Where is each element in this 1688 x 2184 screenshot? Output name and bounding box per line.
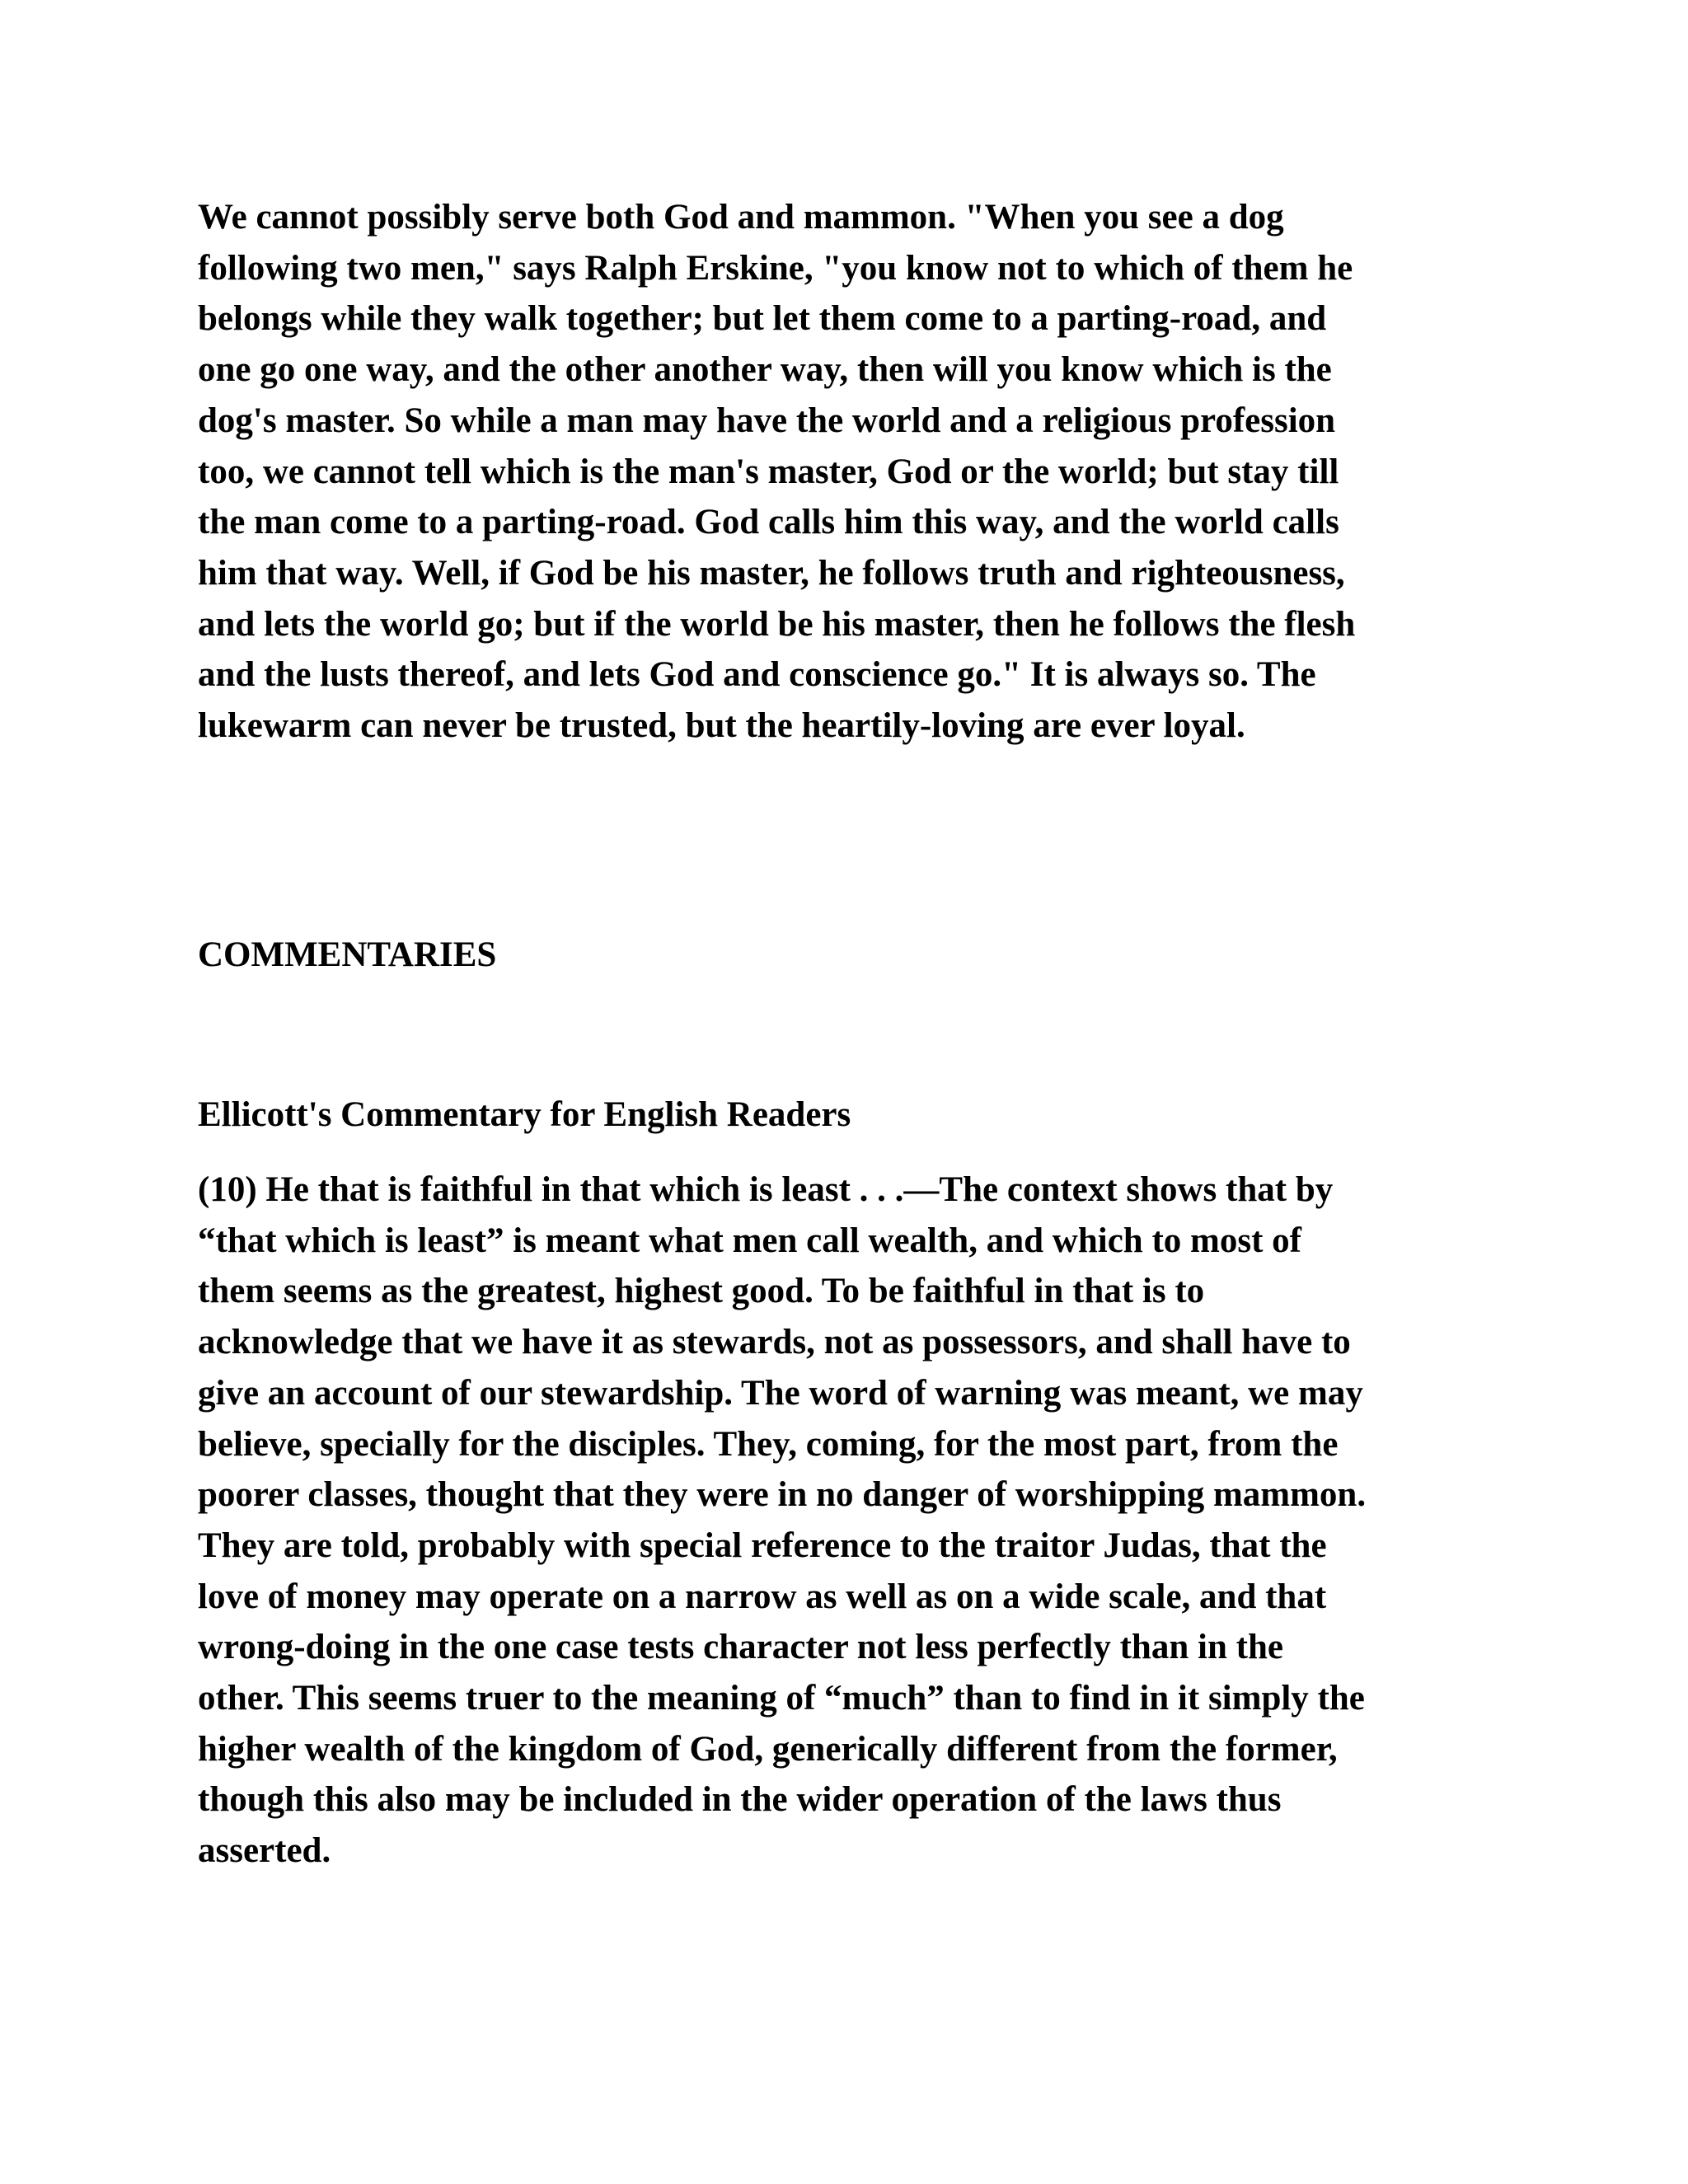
text-line: dog's master. So while a man may have the world and a religious profession	[198, 401, 1336, 440]
text-line: and the lusts thereof, and lets God and conscience go." It is always so. The	[198, 655, 1316, 695]
text-line: wrong-doing in the one case tests character not less perfectly than in the	[198, 1628, 1283, 1667]
text-line: acknowledge that we have it as stewards, not as possessors, and shall have to	[198, 1323, 1351, 1362]
text-line: them seems as the greatest, highest good. To be faithful in that is to	[198, 1272, 1205, 1311]
text-line: “that which is least” is meant what men call wealth, and which to most of	[198, 1221, 1301, 1260]
text-line: poorer classes, thought that they were in no danger of worshipping mammon.	[198, 1475, 1367, 1515]
text-line: and lets the world go; but if the world be his master, then he follows the flesh	[198, 604, 1356, 644]
text-line: believe, specially for the disciples. They, coming, for the most part, from the	[198, 1424, 1339, 1464]
text-line: love of money may operate on a narrow as well as on a wide scale, and that	[198, 1577, 1327, 1616]
text-line: lukewarm can never be trusted, but the heartily-loving are ever loyal.	[198, 706, 1245, 746]
text-line: (10) He that is faithful in that which is least . . .—The context shows that by	[198, 1170, 1334, 1209]
text-line: higher wealth of the kingdom of God, generically different from the former,	[198, 1729, 1338, 1769]
text-line: other. This seems truer to the meaning of “much” than to find in it simply the	[198, 1679, 1365, 1718]
text-line: one go one way, and the other another way, then will you know which is the	[198, 350, 1332, 390]
text-line: though this also may be included in the wider operation of the laws thus	[198, 1780, 1282, 1820]
text-line: him that way. Well, if God be his master, he follows truth and righteousness,	[198, 553, 1345, 593]
section-heading-text: COMMENTARIES	[198, 935, 497, 974]
commentary-title-text: Ellicott's Commentary for English Readers	[198, 1095, 851, 1134]
text-line: belongs while they walk together; but let them come to a parting-road, and	[198, 299, 1327, 339]
text-line: They are told, probably with special reference to the traitor Judas, that the	[198, 1526, 1327, 1565]
text-line: We cannot possibly serve both God and mammon. "When you see a dog	[198, 198, 1284, 237]
text-line: following two men," says Ralph Erskine, "you know not to which of them he	[198, 248, 1353, 288]
text-line: too, we cannot tell which is the man's master, God or the world; but stay till	[198, 452, 1339, 491]
paragraph-erskine-quote	[198, 192, 1500, 752]
section-heading	[198, 930, 1500, 981]
paragraph-ellicott-commentary	[198, 1165, 1500, 1877]
text-line: asserted.	[198, 1831, 331, 1871]
text-line: the man come to a parting-road. God calls him this way, and the world calls	[198, 503, 1339, 542]
text-line: give an account of our stewardship. The word of warning was meant, we may	[198, 1373, 1363, 1413]
commentary-title	[198, 1090, 1500, 1141]
